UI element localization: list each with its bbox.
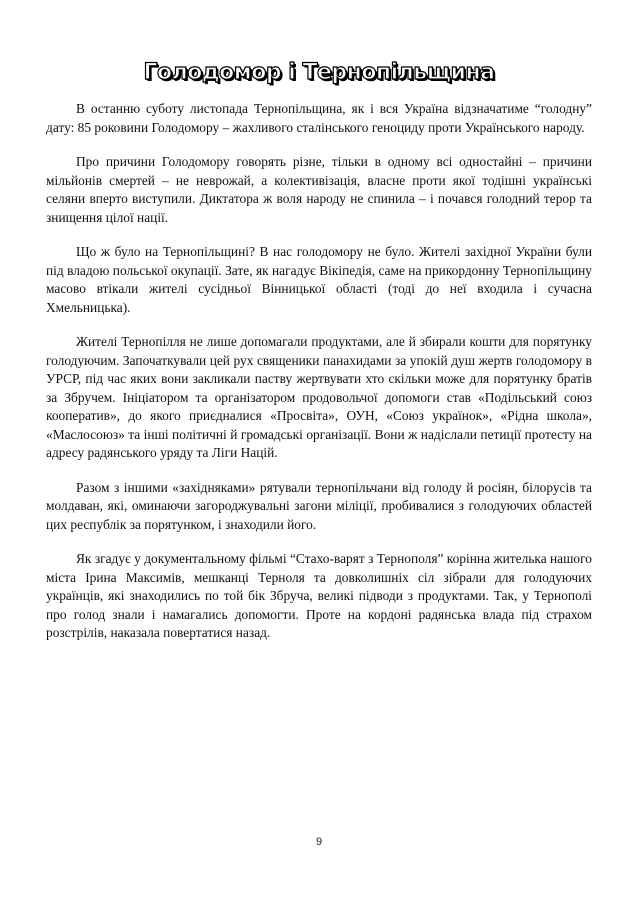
- paragraph-5: Разом з іншими «західняками» рятували тернопільчани від голоду й росіян, білорусів та молдаван, які, оминаючи загороджувальні загони міліції, пробивалися з голодуючих областей цих республік за порятунком, і знаходили його.: [46, 479, 592, 532]
- paragraph-2: Про причини Голодомору говорять різне, тільки в одному всі одностайні – причини мільйонів смертей – не неврожай, а колективізація, власне проти якої тодішні українські селяни вперто виступили. Диктатора ж воля народу не спинила – і почався голодний терор та знищення цілої нації.: [46, 154, 592, 225]
- paragraph-1: В останню суботу листопада Тернопільщина, як і вся Україна відзначатиме “голодну” дату: 85 роковини Голодомору – жахливого сталінського геноциду проти Українського народу.: [46, 101, 592, 135]
- article-body: [46, 100, 592, 659]
- page-title: Голодомор і Тернопільщина: [143, 60, 495, 85]
- page-number: 9: [315, 836, 323, 848]
- paragraph-6: Як згадує у документальному фільмі “Стахо-варят з Тернополя” корінна жителька нашого міста Ірина Максимів, мешканці Терноля та довколишніх сіл зібрали для голодуючих українців, які знаходились по той бік Збруча, великі підводи з продуктами. Так, у Тернополі про голод знали і намагались допомогти. Проте на кордоні радянська влада під страхом розстрілів, наказала повертатися назад.: [46, 551, 592, 640]
- paragraph-3: Що ж було на Тернопільщині? В нас голодомору не було. Жителі західної України були під владою польської окупації. Зате, як нагадує Вікіпедія, саме на прикордонну Тернопільщину масово втікали жителі сусідньої Вінницької області (тоді до неї входила і сучасна Хмельницька).: [46, 244, 592, 315]
- paragraph-4: Жителі Тернопілля не лише допомагали продуктами, але й збирали кошти для порятунку голодуючим. Започаткували цей рух священики панахидами за упокій душ жертв голодомору в УРСР, під час яких вони закликали паству жертвувати хто скільки може для порятунку братів за Збручем. Ініціатором та організатором продовольчої допомоги став «Подільський союз кооператив», до якого приєдналися «Просвіта», ОУН, «Союз українок», «Рідна школа», «Маслосоюз» та інші політичні й громадські організації. Вони ж надіслали петиції протесту на адресу радянського уряду та Ліги Націй.: [46, 334, 592, 460]
